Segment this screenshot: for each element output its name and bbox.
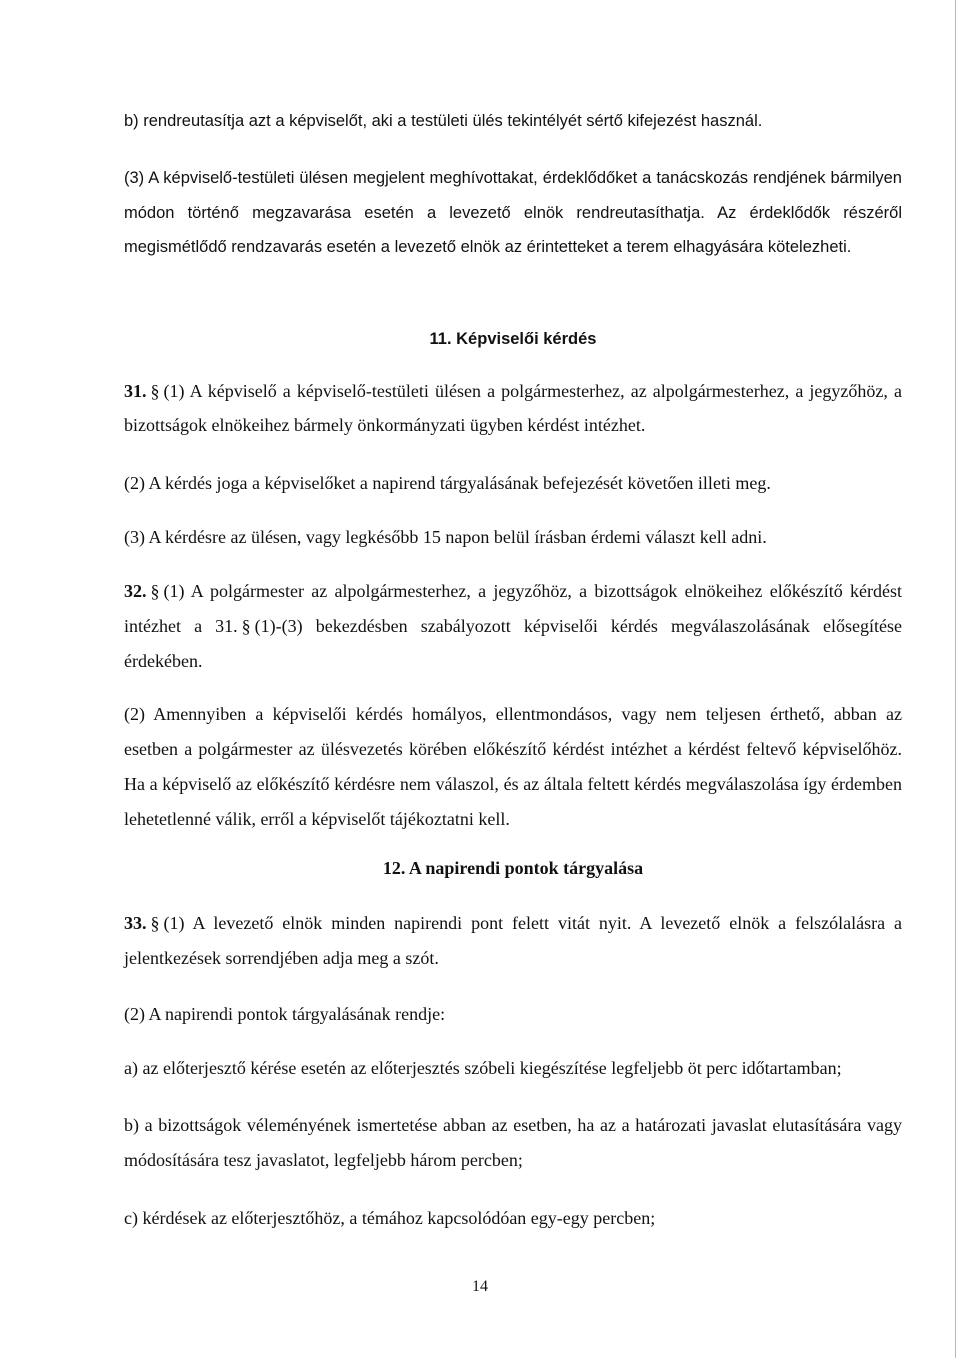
paragraph-33-b: b) a bizottságok véleményének ismertetése abban az esetben, ha az a határozati javaslat elutasítására vagy módosítására tesz javaslatot, legfeljebb három percben; (124, 1115, 902, 1170)
section-number-32: 32. (124, 581, 147, 601)
paragraph-31-3: (3) A kérdésre az ülésen, vagy legkésőbb 15 napon belül írásban érdemi választ kell adni. (124, 527, 767, 547)
section-sign: § (150, 581, 160, 601)
paragraph-33-c: c) kérdések az előterjesztőhöz, a témához kapcsolódóan egy-egy percben; (124, 1208, 656, 1228)
paragraph-3-meghivottak: (3) A képviselő-testületi ülésen megjelent meghívottakat, érdeklődőket a tanácskozás rendjének bármilyen módon történő megzavarása esetén a levezető elnök rendreutasíthatja. Az érdeklődők részéről megismétlődő rendzavarás esetén a levezető elnök az érintetteket a terem elhagyására kötelezheti. (124, 169, 902, 256)
paragraph-b-rendreutasitja: b) rendreutasítja azt a képviselőt, aki a testületi ülés tekintélyét sértő kifejezést használ. (124, 112, 763, 130)
paragraph-31-2: (2) A kérdés joga a képviselőket a napirend tárgyalásának befejezését követően illeti meg. (124, 473, 771, 493)
page-edge-line (955, 0, 956, 1358)
heading-12-napirendi-pontok: 12. A napirendi pontok tárgyalása (382, 858, 644, 878)
section-sign: § (150, 913, 160, 933)
section-sign: § (241, 616, 251, 636)
section-number-31: 31. (124, 381, 147, 401)
paragraph-33-2: (2) A napirendi pontok tárgyalásának rendje: (124, 1004, 446, 1024)
section-number-33: 33. (124, 913, 147, 933)
paragraph-33-1-text: (1) A levezető elnök minden napirendi pont felett vitát nyit. A levezető elnök a felszólalásra a jelentkezések sorrendjében adja meg a szót. (124, 913, 902, 968)
paragraph-32-1 (124, 574, 902, 679)
heading-11-kepviseloi-kerdes: 11. Képviselői kérdés (429, 330, 597, 348)
paragraph-31-1 (124, 374, 902, 442)
page-number: 14 (472, 1278, 488, 1295)
paragraph-32-2: (2) Amennyiben a képviselői kérdés homályos, ellentmondásos, vagy nem teljesen érthető, abban az esetben a polgármester az ülésvezetés körében előkészítő kérdést intézhet a kérdést feltevő képviselőhöz. Ha a képviselő az előkészítő kérdésre nem válaszol, és az általa feltett kérdés megválaszolása így érdemben lehetetlenné válik, erről a képviselőt tájékoztatni kell. (124, 704, 902, 829)
paragraph-33-1 (124, 906, 902, 976)
paragraph-32-1-text-a: (1) A polgármester az alpolgármesterhez, a jegyzőhöz, a bizottságok elnökeihez előkészítő kérdést intézhet a 31. (124, 581, 902, 636)
section-sign: § (150, 381, 160, 401)
paragraph-33-a: a) az előterjesztő kérése esetén az előterjesztés szóbeli kiegészítése legfeljebb öt perc időtartamban; (124, 1058, 842, 1078)
paragraph-32-1-text-b: (1)-(3) bekezdésben szabályozott képviselői kérdés megválaszolásának elősegítése érdekében. (124, 616, 902, 671)
paragraph-31-1-text: (1) A képviselő a képviselő-testületi ülésen a polgármesterhez, az alpolgármesterhez, a jegyzőhöz, a bizottságok elnökeihez bármely önkormányzati ügyben kérdést intézhet. (124, 381, 902, 435)
